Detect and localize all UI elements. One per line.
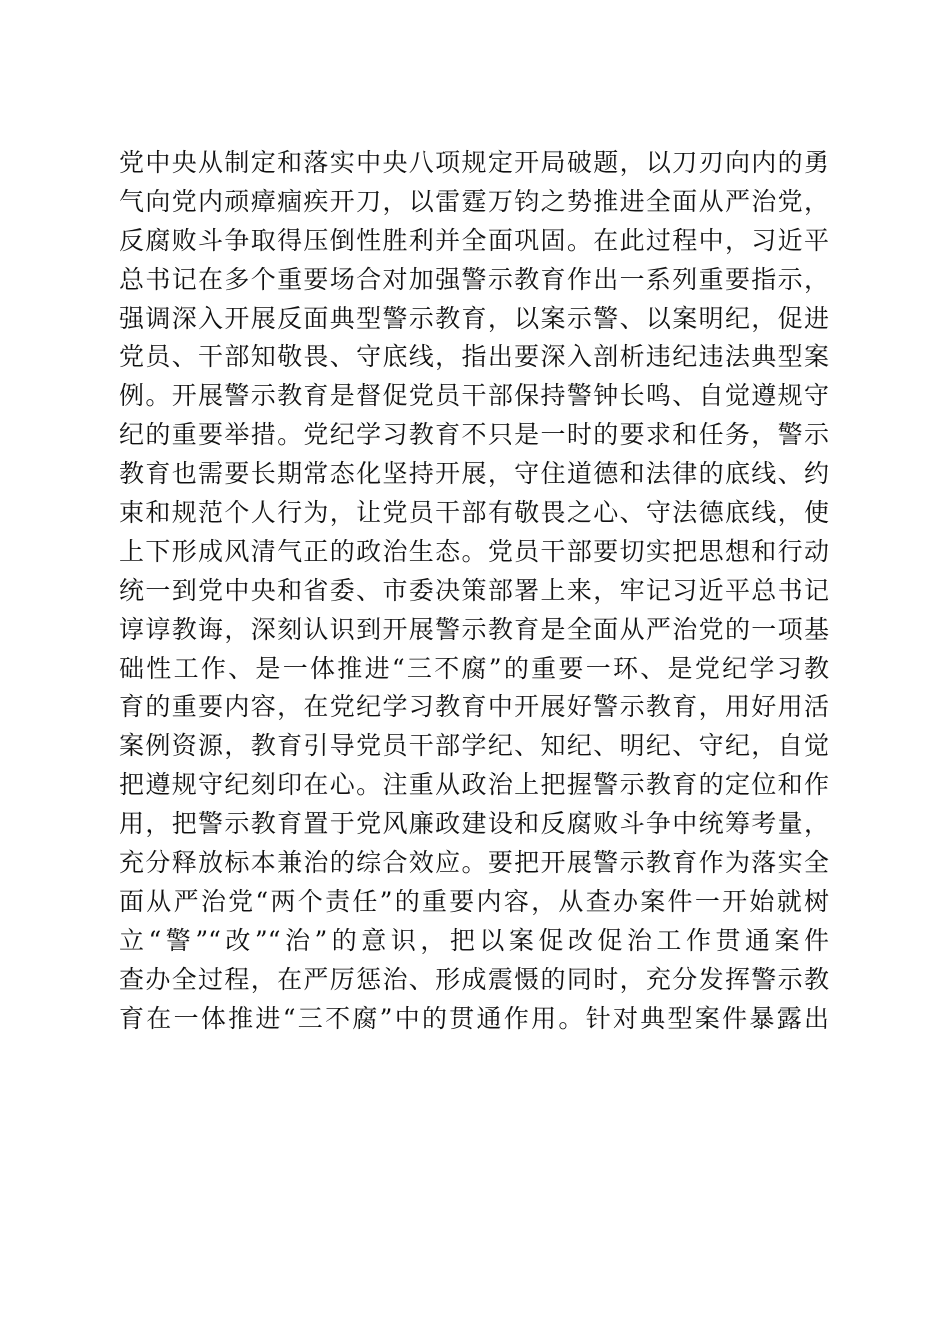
text-line: 党员、干部知敬畏、守底线，指出要深入剖析违纪违法典型案 [119, 342, 829, 372]
text-line: 上下形成风清气正的政治生态。党员干部要切实把思想和行动 [119, 536, 829, 566]
body-paragraph [119, 144, 829, 1038]
text-line: 束和规范个人行为，让党员干部有敬畏之心、守法德底线，使 [119, 498, 829, 528]
text-line: 气向党内顽瘴痼疾开刀，以雷霆万钧之势推进全面从严治党， [119, 186, 829, 216]
text-line: 育的重要内容，在党纪学习教育中开展好警示教育，用好用活 [119, 692, 829, 722]
text-line: 立“警”“改”“治”的意识，把以案促改促治工作贯通案件 [119, 925, 829, 955]
text-line: 充分释放标本兼治的综合效应。要把开展警示教育作为落实全 [119, 848, 829, 878]
text-line: 统一到党中央和省委、市委决策部署上来，牢记习近平总书记 [119, 575, 829, 605]
text-line: 案例资源，教育引导党员干部学纪、知纪、明纪、守纪，自觉 [119, 731, 829, 761]
text-line: 教育也需要长期常态化坚持开展，守住道德和法律的底线、约 [119, 459, 829, 489]
text-line: 面从严治党“两个责任”的重要内容，从查办案件一开始就树 [119, 886, 829, 916]
text-line: 谆谆教诲，深刻认识到开展警示教育是全面从严治党的一项基 [119, 614, 829, 644]
text-line: 用，把警示教育置于党风廉政建设和反腐败斗争中统筹考量， [119, 809, 829, 839]
text-line: 育在一体推进“三不腐”中的贯通作用。针对典型案件暴露出 [119, 1003, 829, 1033]
text-line: 查办全过程，在严厉惩治、形成震慑的同时，充分发挥警示教 [119, 964, 829, 994]
text-line: 础性工作、是一体推进“三不腐”的重要一环、是党纪学习教 [119, 653, 829, 683]
text-line: 总书记在多个重要场合对加强警示教育作出一系列重要指示， [119, 264, 829, 294]
text-line: 纪的重要举措。党纪学习教育不只是一时的要求和任务，警示 [119, 420, 829, 450]
text-line: 例。开展警示教育是督促党员干部保持警钟长鸣、自觉遵规守 [119, 381, 829, 411]
text-line: 党中央从制定和落实中央八项规定开局破题，以刀刃向内的勇 [119, 148, 829, 177]
text-line: 把遵规守纪刻印在心。注重从政治上把握警示教育的定位和作 [119, 770, 829, 800]
text-line: 反腐败斗争取得压倒性胜利并全面巩固。在此过程中，习近平 [119, 225, 829, 255]
text-line: 强调深入开展反面典型警示教育，以案示警、以案明纪，促进 [119, 303, 829, 333]
